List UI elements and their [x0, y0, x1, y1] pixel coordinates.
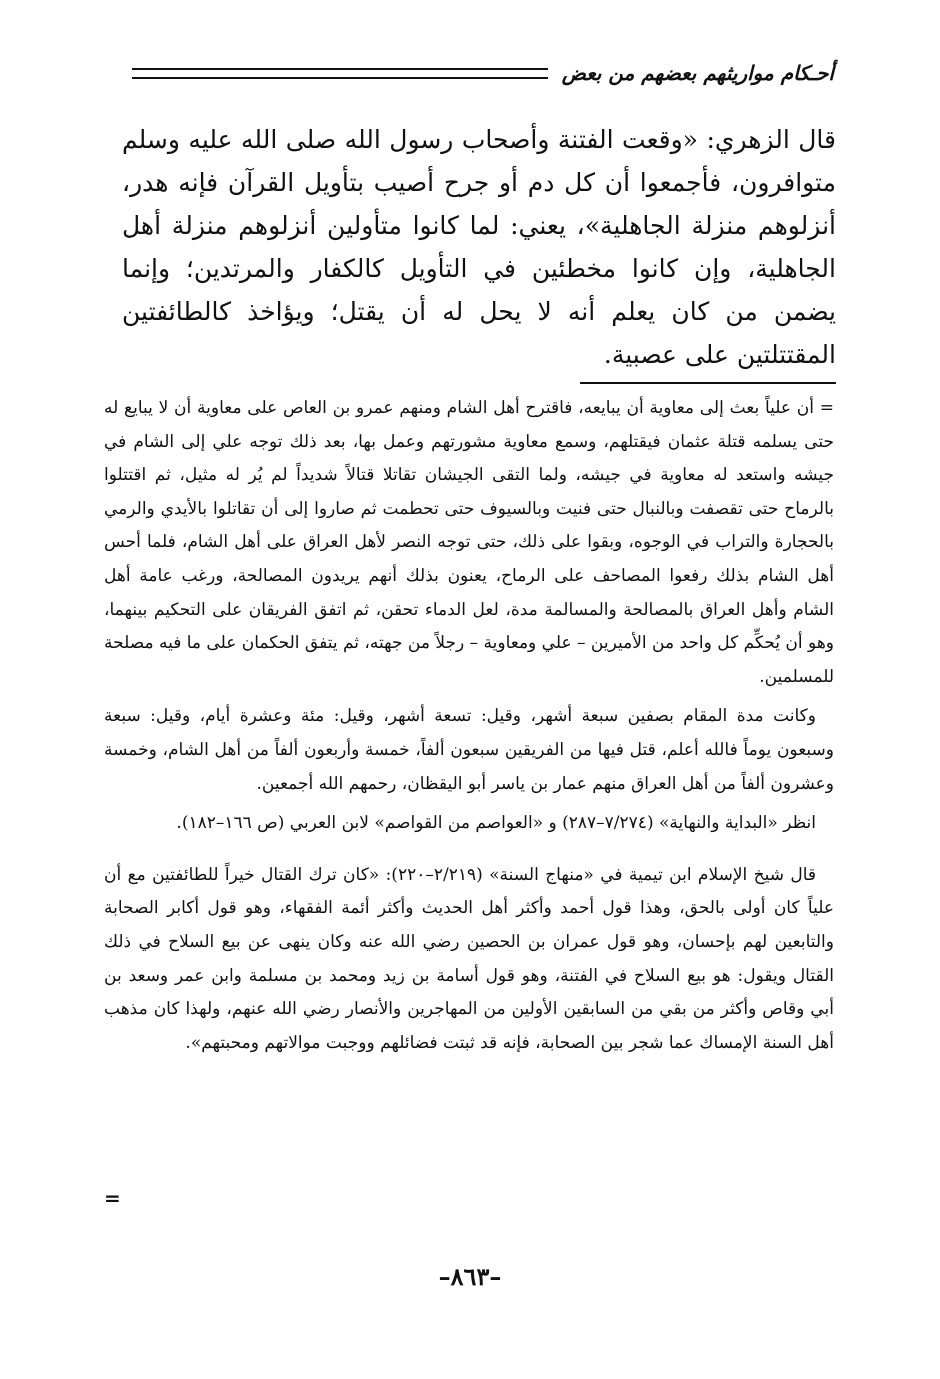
- running-header: [132, 56, 834, 90]
- footnote-separator: [580, 382, 836, 384]
- footnote-paragraph-1: = أن علياً بعث إلى معاوية أن يبايعه، فاقترح أهل الشام ومنهم عمرو بن العاص على معاوية أن لا يبايع له حتى يسلمه قتلة عثمان فيقتلهم، وسمع معاوية مشورتهم وعمل بها، بعد ذلك توجه علي إلى الشام في جيشه واستعد له معاوية في جيشه، ولما التقى الجيشان تقاتلا قتالاً شديداً لم يُر له مثيل، ثم اقتتلوا بالرماح حتى تقصفت وبالنبال حتى فنيت وبالسيوف حتى تحطمت ثم صاروا إلى أن تقاتلوا بالأيدي والرمي بالحجارة والتراب في الوجوه، وبقوا على ذلك، حتى توجه النصر لأهل العراق على أهل الشام، فلما أحس أهل الشام بذلك رفعوا المصاحف على الرماح، يعنون بذلك أنهم يريدون المصالحة، ورغب عامة أهل الشام وأهل العراق بالمصالحة والمسالمة مدة، لعل الدماء تحقن، ثم اتفق الفريقان على التحكيم بينهما، وهو أن يُحكِّم كل واحد من الأميرين – علي ومعاوية – رجلاً من جهته، ثم يتفق الحكمان على ما فيه مصلحة للمسلمين.: [103, 398, 834, 687]
- footnote-paragraph-2: وكانت مدة المقام بصفين سبعة أشهر، وقيل: تسعة أشهر، وقيل: مئة وعشرة أيام، وقيل: سبعة وسبعون يوماً فالله أعلم، قتل فيها من الفريقين سبعون ألفاً، خمسة وأربعون ألفاً من أهل الشام، وخمسة وعشرون ألفاً من أهل العراق منهم عمار بن ياسر أبو اليقظان، رحمهم الله أجمعين.: [104, 706, 834, 794]
- footnotes: [104, 392, 834, 1066]
- main-text: [122, 118, 836, 376]
- footnote-paragraph-3: انظر «البداية والنهاية» (٧/٢٧٤–٢٨٧) و «العواصم من القواصم» لابن العربي (ص ١٦٦–١٨٢).: [176, 813, 816, 834]
- continuation-mark: =: [104, 1186, 121, 1210]
- main-paragraph: قال الزهري: «وقعت الفتنة وأصحاب رسول الله صلى الله عليه وسلم متوافرون، فأجمعوا أن كل دم أو جرح أصيب بتأويل القرآن فإنه هدر، أنزلوهم منزلة الجاهلية»، يعني: لما كانوا متأولين أنزلوهم منزلة أهل الجاهلية، وإن كانوا مخطئين في التأويل كالكفار والمرتدين؛ وإنما يضمن من كان يعلم أنه لا يحل له أن يقتل؛ ويؤاخذ كالطائفتين المقتتلتين على عصبية.: [122, 125, 836, 369]
- running-title: أحـكام مواريثهم بعضهم من بعض: [561, 61, 834, 85]
- page-number: –٨٦٣–: [438, 1262, 502, 1291]
- header-double-rule: [132, 68, 548, 79]
- footnote-paragraph-4: قال شيخ الإسلام ابن تيمية في «منهاج السنة» (٢/٢١٩–٢٢٠): «كان ترك القتال خيراً للطائفتين مع أن علياً كان أولى بالحق، وهذا قول أحمد وأكثر أهل الحديث وأكثر أئمة الفقهاء، وهو قول أكابر الصحابة والتابعين لهم بإحسان، وهو قول عمران بن الحصين رضي الله عنه وكان ينهى عن بيع السلاح في ذلك القتال ويقول: هو بيع السلاح في الفتنة، وهو قول أسامة بن زيد ومحمد بن مسلمة وابن عمر وسعد بن أبي وقاص وأكثر من بقي من السابقين الأولين من المهاجرين والأنصار رضي الله عنهم، ولهذا كان مذهب أهل السنة الإمساك عما شجر بين الصحابة، فإنه قد ثبتت فضائلهم ووجبت موالاتهم ومحبتهم».: [104, 864, 834, 1053]
